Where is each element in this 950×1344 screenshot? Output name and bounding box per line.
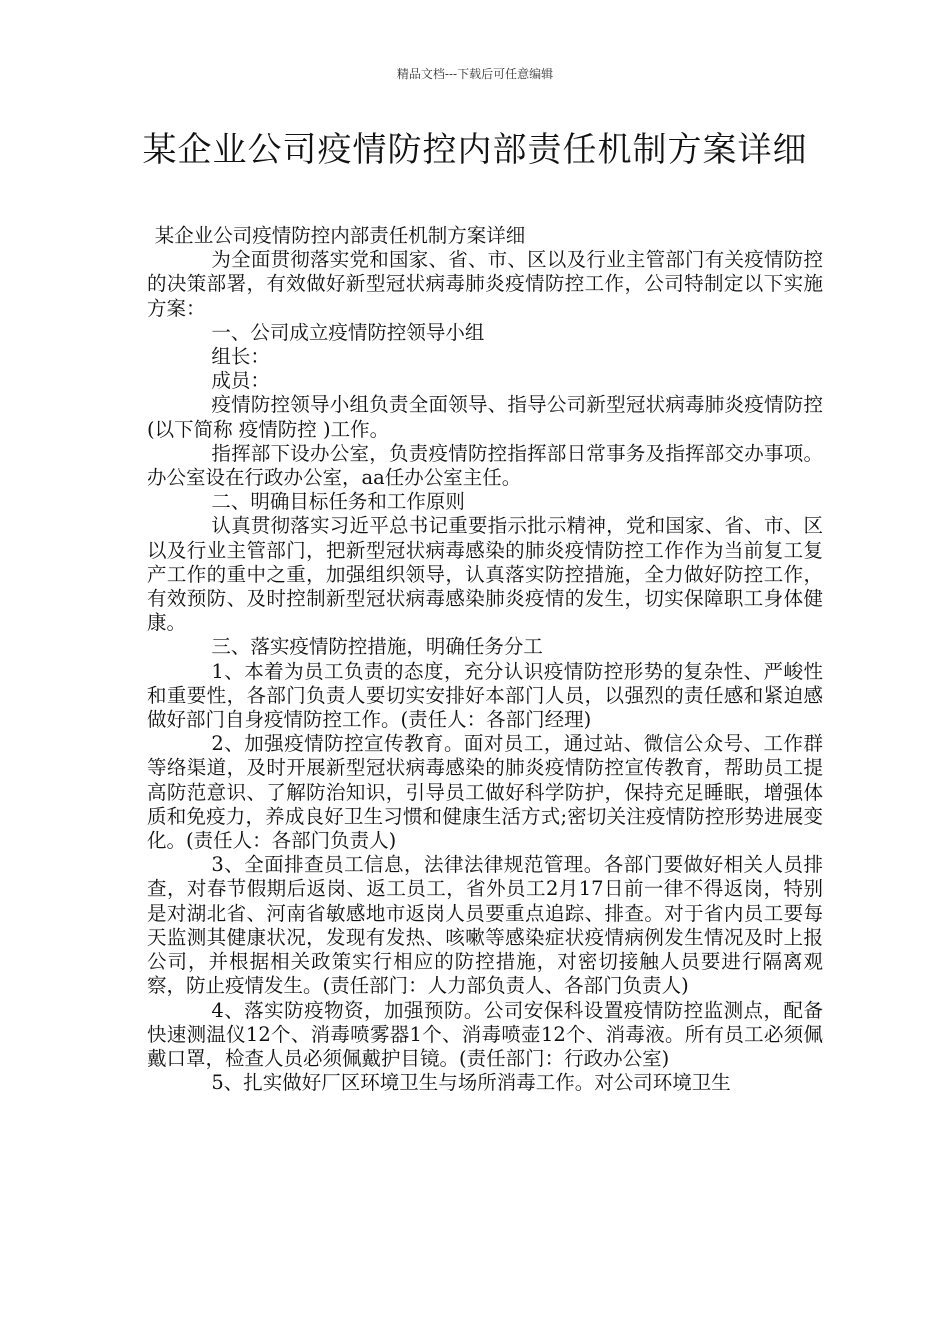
paragraph-office: 指挥部下设办公室，负责疫情防控指挥部日常事务及指挥部交办事项。办公室设在行政办公室，aa任办公室主任。 (147, 441, 823, 490)
section-heading-2: 二、明确目标任务和工作原则 (211, 490, 465, 514)
section-heading-3: 三、落实疫情防控措施，明确任务分工 (211, 635, 543, 659)
paragraph-item-2: 2、加强疫情防控宣传教育。面对员工，通过站、微信公众号、工作群等络渠道，及时开展新型冠状病毒感染的肺炎疫情防控宣传教育，帮助员工提高防范意识、了解防治知识，引导员工做好科学防护，保持充足睡眠，增强体质和免疫力，养成良好卫生习惯和健康生活方式;密切关注疫情防控形势进展变化。(责任人：各部门负责人) (147, 732, 823, 853)
subtitle-paragraph: 某企业公司疫情防控内部责任机制方案详细 (154, 224, 526, 247)
paragraph-item-1: 1、本着为员工负责的态度，充分认识疫情防控形势的复杂性、严峻性和重要性，各部门负责人要切实安排好本部门人员，以强烈的责任感和紧迫感做好部门自身疫情防控工作。(责任人：各部门经理) (147, 659, 823, 732)
section-heading-1: 一、公司成立疫情防控领导小组 (211, 320, 485, 344)
document-title: 某企业公司疫情防控内部责任机制方案详细 (142, 130, 808, 170)
paragraph-item-4: 4、落实防疫物资，加强预防。公司安保科设置疫情防控监测点，配备快速测温仪12个、消毒喷雾器1个、消毒喷壶12个、消毒液。所有员工必须佩戴口罩，检查人员必须佩戴护目镜。(责任部门：行政办公室) (147, 998, 823, 1070)
paragraph-leader: 组长： (211, 345, 270, 369)
document-body (147, 224, 823, 1095)
paragraph-members: 成员： (211, 369, 270, 393)
paragraph-group-duty: 疫情防控领导小组负责全面领导、指导公司新型冠状病毒肺炎疫情防控(以下简称 疫情防控 )工作。 (147, 393, 823, 441)
header-note: 精品文档---下载后可任意编辑 (396, 67, 554, 81)
paragraph-item-5: 5、扎实做好厂区环境卫生与场所消毒工作。对公司环境卫生 (211, 1071, 731, 1095)
paragraph-principles: 认真贯彻落实习近平总书记重要指示批示精神，党和国家、省、市、区以及行业主管部门，把新型冠状病毒感染的肺炎疫情防控工作作为当前复工复产工作的重中之重，加强组织领导，认真落实防控措施，全力做好防控工作，有效预防、及时控制新型冠状病毒感染肺炎疫情的发生，切实保障职工身体健康。 (147, 514, 823, 635)
paragraph-item-3: 3、全面排查员工信息，法律法律规范管理。各部门要做好相关人员排查，对春节假期后返岗、返工员工，省外员工2月17日前一律不得返岗，特别是对湖北省、河南省敏感地市返岗人员要重点追踪、排查。对于省内员工要每天监测其健康状况，发现有发热、咳嗽等感染症状疫情病例发生情况及时上报公司，并根据相关政策实行相应的防控措施，对密切接触人员要进行隔离观察，防止疫情发生。(责任部门：人力部负责人、各部门负责人) (147, 853, 823, 998)
paragraph-intro: 为全面贯彻落实党和国家、省、市、区以及行业主管部门有关疫情防控的决策部署，有效做好新型冠状病毒肺炎疫情防控工作，公司特制定以下实施方案： (147, 248, 823, 320)
